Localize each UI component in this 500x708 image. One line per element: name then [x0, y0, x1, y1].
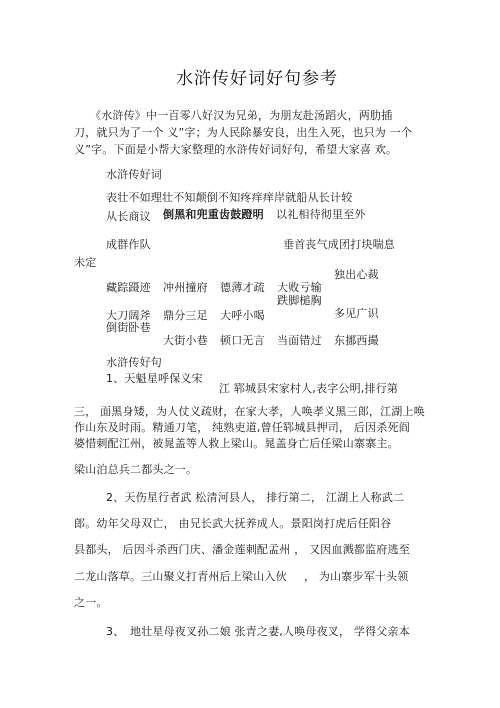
- sentence-line: 三， 面黑身矮，为人仗义疏财，在家大孝，人唤孝义黑三郎，江湖上唤: [74, 405, 425, 418]
- sentence-line: 2、天伤星行者武 松清河县人， 排行第二， 江湖上人称武二: [106, 491, 405, 504]
- word-cell: 多见广识: [334, 307, 379, 320]
- word-cell: 东挪西撮: [334, 334, 379, 347]
- sentence-line: 3、: [106, 625, 125, 638]
- sentence-line: 江 郓城县宋家村人,表字公明,排行第: [219, 382, 399, 395]
- words-row2-a: 从长商议: [106, 210, 151, 223]
- word-cell: 倒街卧巷: [106, 321, 151, 334]
- word-cell: 大败亏输: [277, 281, 322, 294]
- document-title: 水浒传好词好句参考: [176, 69, 338, 89]
- sentence-line: 郎。幼年父母双亡， 由兄长武大抚养成人。景阳岗打虎后任阳谷: [74, 517, 392, 530]
- word-cell: 大刀阔斧: [106, 309, 151, 322]
- intro-line-1: 《水浒传》中一百零八好汉为兄弟，为朋友赴汤蹈火，两肋插: [90, 109, 393, 122]
- words-heading: 水浒传好词: [106, 168, 162, 181]
- sentence-line: 之一。: [74, 596, 108, 609]
- sentence-line: 作山东及时雨。精通刀笔， 纯熟吏道,曾任郓城县押司， 后因杀死阎: [74, 421, 410, 434]
- word-cell: 德薄才疏: [220, 281, 265, 294]
- sentence-line: 婆惜刺配江州，被晁盖等人救上梁山。晁盖身亡后任梁山寨寨主。: [74, 437, 399, 450]
- word-cell: 鼎分三足: [163, 309, 208, 322]
- intro-line-3: 义”字。下面是小帮大家整理的水浒传好词好句，希望大家喜 欢。: [74, 143, 398, 156]
- sentence-line: ， 为山寨步军十头领: [304, 570, 409, 583]
- sentence-line: 梁山泊总兵二都头之一。: [74, 463, 198, 476]
- intro-line-2: 刀，就只为了一个 义”字；为人民除暴安良，出生入死，也只为 一个: [74, 126, 413, 139]
- words-row2-b: 倒黑和兜重齿鼓蹬明: [163, 208, 264, 221]
- word-cell: 独出心裁: [334, 268, 379, 281]
- words-row2-c: 以礼相待彻里至外: [276, 208, 366, 221]
- sentence-line: 地壮星母夜叉孙二娘 张青之妻,人唤母夜叉， 学得父亲本: [130, 625, 410, 638]
- words-line-1: 表壮不如理壮不知颠倒不知疼痒痒岸就船从长计较: [106, 191, 353, 204]
- word-cell: 大街小巷: [163, 334, 208, 347]
- sentences-heading: 水浒传好句: [106, 356, 162, 369]
- words-row3-b: 垂首丧气成团打块喘息: [283, 238, 395, 251]
- word-cell: 大呼小喝: [220, 309, 265, 322]
- words-row3-c: 未定: [74, 256, 97, 269]
- words-row3-a: 成群作队: [106, 238, 151, 251]
- sentence-line: 二龙山落草。三山聚义打青州后上梁山入伙: [74, 570, 287, 583]
- sentence-line: 县都头， 后因斗杀西门庆、潘金莲刺配孟州 ， 又因血溅都监府逃至: [74, 543, 410, 556]
- sentence-line: 1、天魁星呼保义宋: [106, 372, 203, 385]
- word-cell: 冲州撞府: [163, 281, 208, 294]
- word-cell: 当面错过: [277, 334, 322, 347]
- word-cell: 顿口无言: [220, 334, 265, 347]
- word-cell: 跌脚槌胸: [277, 294, 322, 307]
- word-cell: 藏踪蹑迹: [106, 281, 151, 294]
